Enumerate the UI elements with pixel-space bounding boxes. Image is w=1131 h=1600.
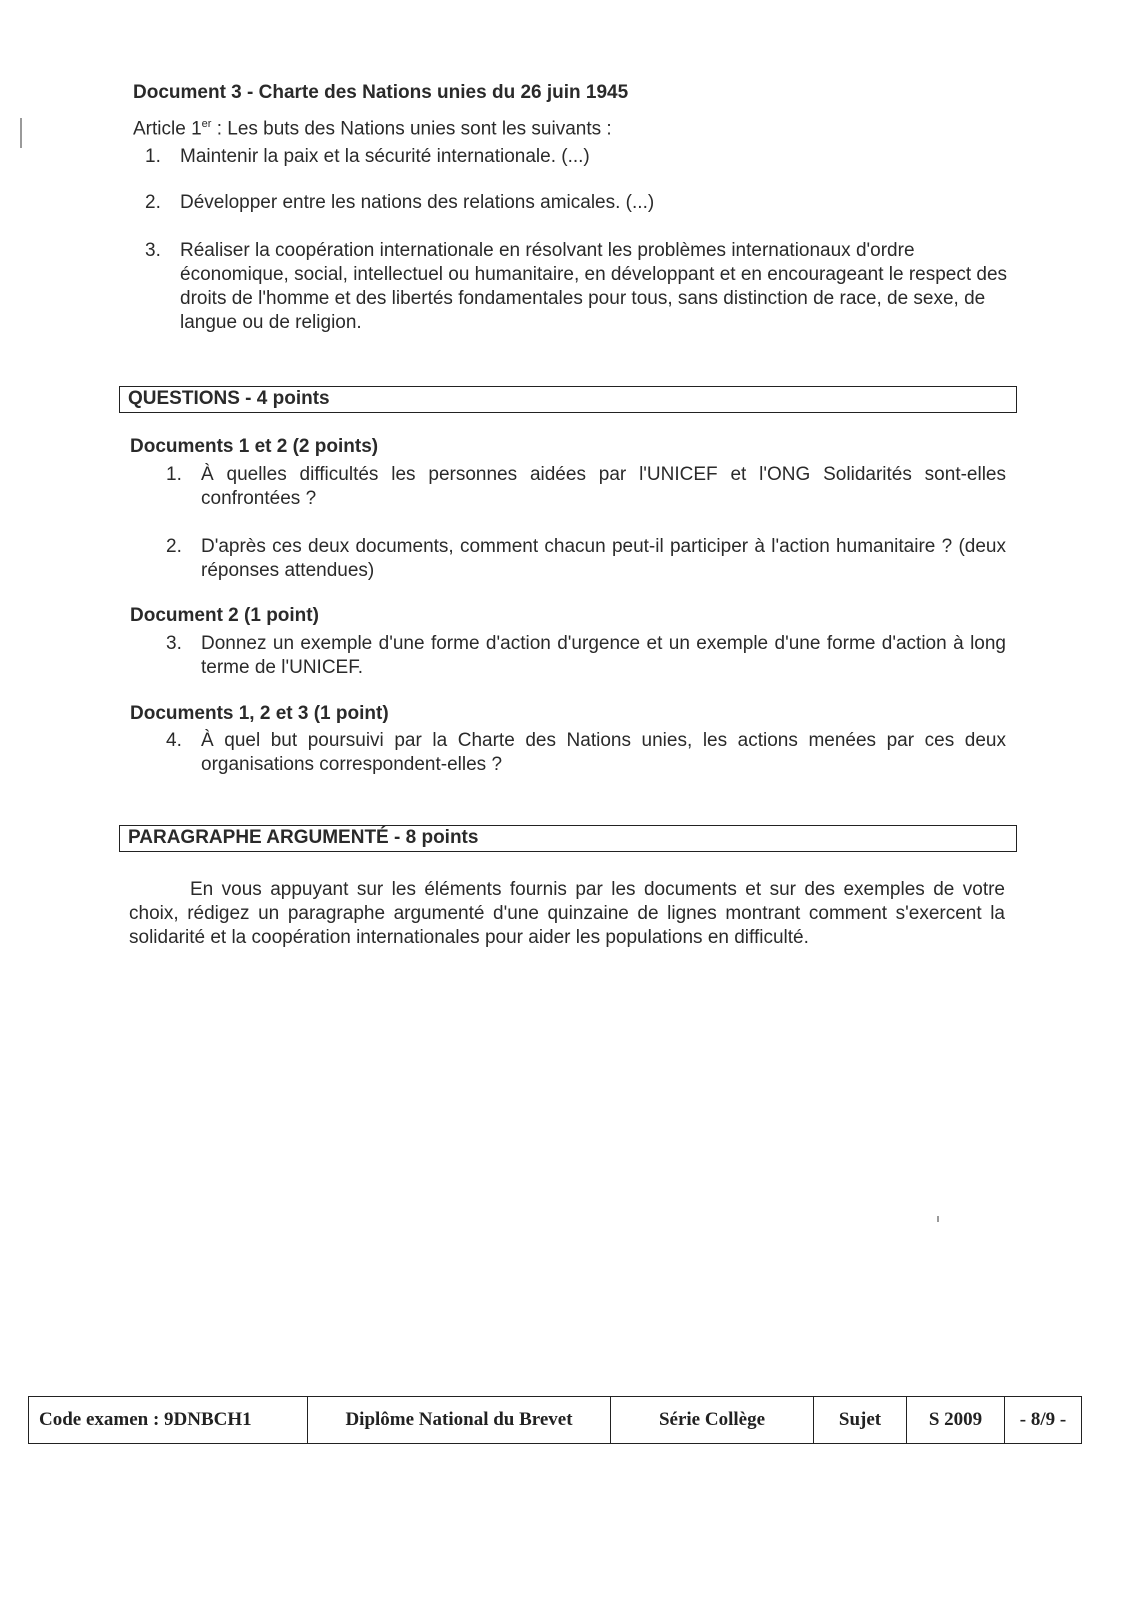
question-text: D'après ces deux documents, comment chacun peut-il participer à l'action humanitaire ? (deux réponses attendues) — [201, 536, 1006, 581]
question-number: 4. — [166, 730, 182, 751]
footer-page: - 8/9 - — [1005, 1397, 1082, 1444]
paragraphe-text: En vous appuyant sur les éléments fournis par les documents et sur des exemples de votre choix, rédigez un paragraphe argumenté d'une quinzaine de lignes montrant comment s'exercent la solidarité et la coopération internationales pour aider les populations en difficulté. — [129, 879, 1005, 948]
item-number: 1. — [145, 146, 161, 167]
questions-list — [166, 729, 1006, 777]
article-rest: : Les buts des Nations unies sont les suivants : — [211, 118, 612, 140]
scan-mark — [937, 1216, 939, 1222]
question-item — [166, 632, 1006, 680]
list-item — [145, 145, 1015, 169]
item-number: 3. — [145, 240, 161, 261]
question-item — [166, 535, 1006, 583]
article-list — [145, 145, 1015, 335]
questions-list — [166, 463, 1006, 583]
footer-code: Code examen : 9DNBCH1 — [29, 1397, 308, 1444]
exam-footer — [28, 1396, 1082, 1444]
questions-list — [166, 632, 1006, 680]
question-number: 1. — [166, 464, 182, 485]
question-item — [166, 729, 1006, 777]
list-item — [145, 191, 1015, 215]
item-number: 2. — [145, 192, 161, 213]
paragraphe-header: PARAGRAPHE ARGUMENTÉ - 8 points — [119, 825, 1017, 852]
document3-title: Document 3 - Charte des Nations unies du 26 juin 1945 — [133, 82, 629, 103]
scan-mark — [20, 118, 22, 148]
question-item — [166, 463, 1006, 511]
question-number: 2. — [166, 536, 182, 557]
item-text: Développer entre les nations des relations amicales. (...) — [180, 192, 655, 213]
article-intro — [133, 118, 612, 140]
question-text: À quel but poursuivi par la Charte des Nations unies, les actions menées par ces deux organisations correspondent-elles ? — [201, 730, 1006, 775]
footer-diplome: Diplôme National du Brevet — [308, 1397, 611, 1444]
question-text: À quelles difficultés les personnes aidées par l'UNICEF et l'ONG Solidarités sont-elles confrontées ? — [201, 464, 1006, 509]
question-text: Donnez un exemple d'une forme d'action d'urgence et un exemple d'une forme d'action à long terme de l'UNICEF. — [201, 633, 1006, 678]
questions-group-heading: Document 2 (1 point) — [130, 605, 319, 626]
question-number: 3. — [166, 633, 182, 654]
questions-group-heading: Documents 1, 2 et 3 (1 point) — [130, 703, 389, 724]
item-text: Maintenir la paix et la sécurité internationale. (...) — [180, 146, 590, 167]
questions-header: QUESTIONS - 4 points — [119, 386, 1017, 413]
footer-sujet: Sujet — [814, 1397, 907, 1444]
footer-serie: Série Collège — [611, 1397, 814, 1444]
footer-session: S 2009 — [907, 1397, 1005, 1444]
article-label: Article 1 — [133, 118, 202, 140]
list-item — [145, 239, 1015, 335]
questions-group-heading: Documents 1 et 2 (2 points) — [130, 436, 379, 457]
item-text: Réaliser la coopération internationale en résolvant les problèmes internationaux d'ordre économique, social, intellectuel ou humanitaire, en développant et en encourageant le respect des droits de l'homme et des libertés fondamentales pour tous, sans distinction de race, de sexe, de langue ou de religion. — [180, 240, 1008, 333]
article-sup: er — [201, 118, 212, 130]
